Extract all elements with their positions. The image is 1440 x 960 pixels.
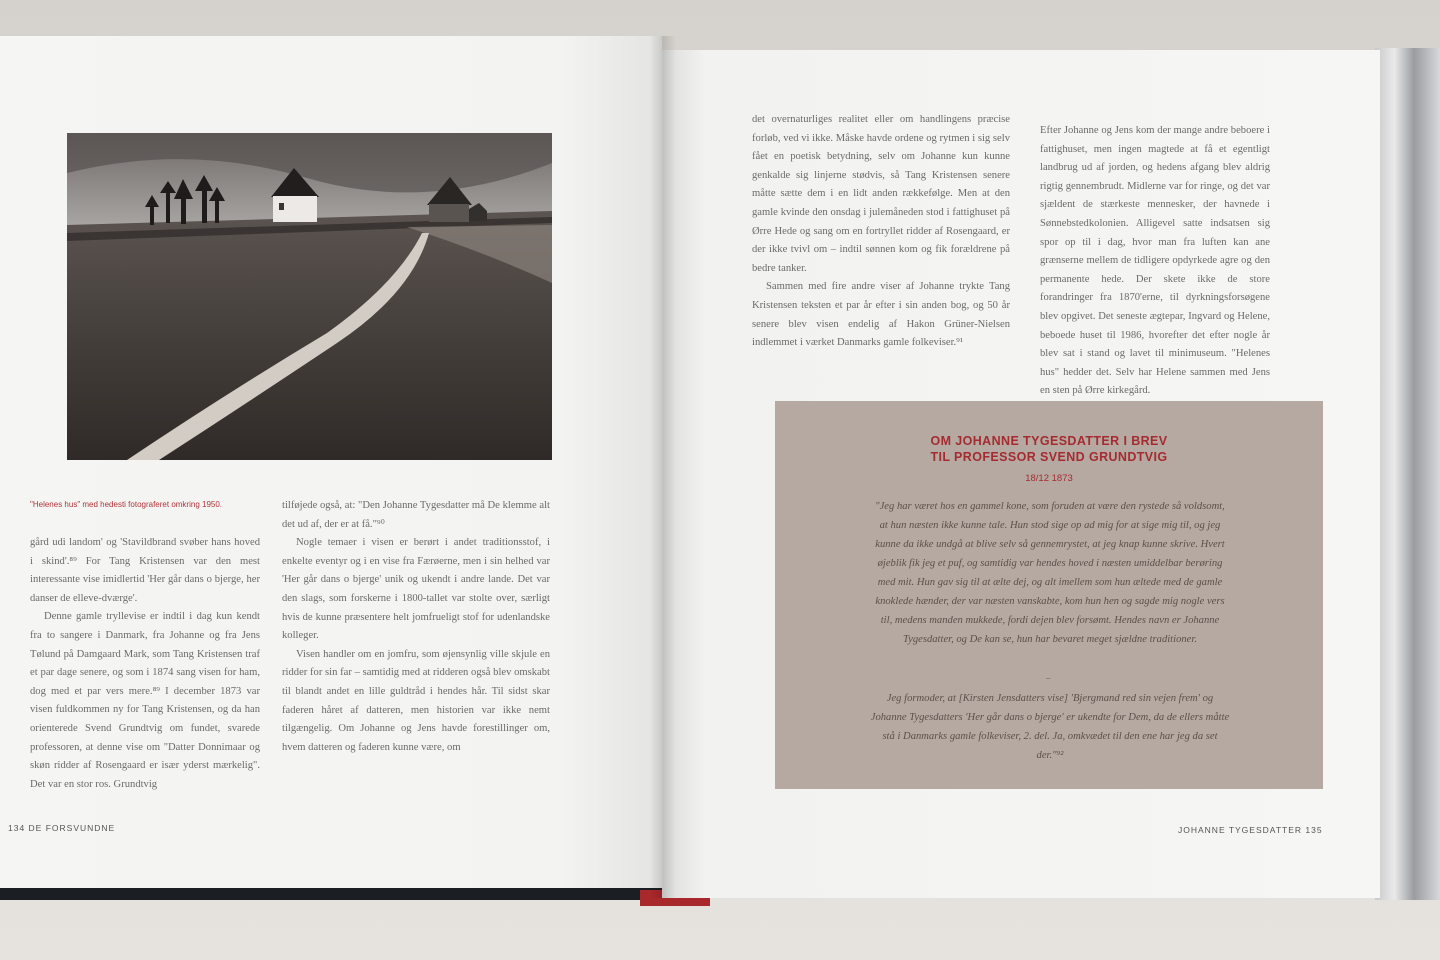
box-title-line: TIL PROFESSOR SVEND GRUNDTVIG <box>930 450 1168 464</box>
paragraph: Denne gamle tryllevise er indtil i dag kun kendt fra to sangere i Danmark, fra Johanne og fra Jens Tølund på Damgaard Mark, som Tang Kristensen traf et par dage senere, og som i 1874 sang visen for ham, dog med et par vers mere.⁸⁹ I december 1873 var visen fuldkommen ny for Tang Kristensen, og da han orienterede Svend Grundtvig om fundet, svarede professoren, at denne vise om "Datter Donnimaar og skøn ridder af Rosengaard er især yderst mærkelig". Det var en stor ros. Grundtvig <box>30 611 260 790</box>
left-page-column-1 <box>30 534 260 794</box>
box-title-line: OM JOHANNE TYGESDATTER I BREV <box>930 434 1168 448</box>
page-stack-edge <box>1375 48 1440 900</box>
paragraph: Efter Johanne og Jens kom der mange andre beboere i fattighuset, men ingen magtede at få et egentligt landbrug ud af jorden, og hedens afgang blev aldrig rigtig gennembrudt. Midlerne var for ringe, og det var sjældent de stærkeste mennesker, der havnede i Sønnebstedkolonien. Alligevel satte indsatsen sig spor op til i dag, hvor man fra luften kan ane grænserne mellem de tidligere opdyrkede agre og den permanente hede. Der skete ikke de store forandringer fra 1870'erne, til dyrkningsforsøgene blev opgivet. Det seneste ægtepar, Ingvard og Helene, beboede huset til 1986, hvorefter det efter nogle år blev sat i stand og lavet til minimuseum. "Helenes hus" hedder det. Selv har Helene sammen med Jens en sten på Ørre kirkegård. <box>1040 125 1270 397</box>
letter-quote: "Jeg har været hos en gammel kone, som foruden at være den rystede så voldsomt, at hun næsten ikke kunne tale. Hun stod sige op ad mig for at sige mig til, og jeg kunne da ikke undgå at blive selv så gennemrystet, at jeg knap kunne skrive. Hvert øjeblik fik jeg et puf, og samtidig var hendes hoved i næsten umiddelbar berøring med mit. Hun gav sig til at ælte dej, og alt imellem som hun æltede med de gamle knoklede hænder, der var næsten vanskabte, kom hun hen og sagde mig nogle vers til, medens manden mukkede, fordi dejen blev forsømt. Hendes navn er Johanne Tygesdatter, og De kan se, hun har bevaret meget sjældne traditioner. <box>875 501 1225 645</box>
paragraph: Nogle temaer i visen er berørt i andet traditionsstof, i enkelte eventyr og i en vise fra Færøerne, men i sin helhed var 'Her går dans o bjerge' unik og ukendt i andre lande. Det var den slags, som forskerne i 1800-tallet var stolte over, særligt hvis de kunne præsentere helt jomfrueligt stof for udenlandske kolleger. <box>282 537 550 642</box>
left-page-folio: 134 DE FORSVUNDNE <box>8 823 116 833</box>
right-page-column-2 <box>1040 122 1270 401</box>
quote-separator: – <box>1046 673 1051 683</box>
box-title <box>775 433 1323 465</box>
letter-quote-box <box>775 401 1323 789</box>
letter-quote: Jeg formoder, at [Kirsten Jensdatters vise] 'Bjergmand red sin vejen frem' og Johanne Tygesdatters 'Her går dans o bjerge' er ukendte for Dem, da de ellers måtte stå i Danmarks gamle folkeviser, 2. del. Ja, omkvædet til den ene har jeg da set der."⁹² <box>870 693 1230 761</box>
photo-caption: "Helenes hus" med hedesti fotograferet omkring 1950. <box>30 500 223 509</box>
paragraph: gård udi landom' og 'Stavildbrand svøber hans hoved i skind'.⁸⁹ For Tang Kristensen var den mest interessante vise imidlertid 'Her går dans o bjerge, her danser de elleve-dværge'. <box>30 537 260 604</box>
paragraph: det overnaturliges realitet eller om handlingens præcise forløb, ved vi ikke. Måske havde ordene og rytmen i sig selv fået en poetisk betydning, selv om Johanne kun kunne genkalde sig linjerne stødvis, så Tang Kristensen senere måtte sætte dem i en lidt anden rækkefølge. Men at den gamle kvinde den onsdag i julemåneden stod i fattighuset på Ørre Hede og sang om en fortryllet ridder af Rosengaard, er der ikke tvivl om – indtil sønnen kom og fik forældrene på bedre tanker. <box>752 114 1010 274</box>
heath-house-photo <box>67 133 552 460</box>
paragraph: tilføjede også, at: "Den Johanne Tygesdatter må De klemme alt det ud af, der er at få."⁹⁰ <box>282 500 550 530</box>
box-date: 18/12 1873 <box>1025 473 1073 484</box>
paragraph: Visen handler om en jomfru, som øjensynlig ville skjule en ridder for sin far – samtidig med at ridderen også blev omskabt til blandt andet en lille guldtråd i hendes hår. Til sidst skar faderen håret af datteren, men historien var ikke nemt tilgængelig. Om Johanne og Jens havde forestillinger om, hvem datteren og faderen kunne være, om <box>282 648 550 753</box>
paragraph: Sammen med fire andre viser af Johanne trykte Tang Kristensen teksten et par år efter i sin anden bog, og 50 år senere blev visen endelig af Hakon Grüner-Nielsen indlemmet i værket Danmarks gamle folkeviser.⁹¹ <box>752 281 1010 349</box>
right-page-column-1 <box>752 111 1010 353</box>
right-page-folio: JOHANNE TYGESDATTER 135 <box>1178 825 1323 835</box>
left-page-column-2 <box>282 497 550 757</box>
book-gutter <box>650 36 676 898</box>
